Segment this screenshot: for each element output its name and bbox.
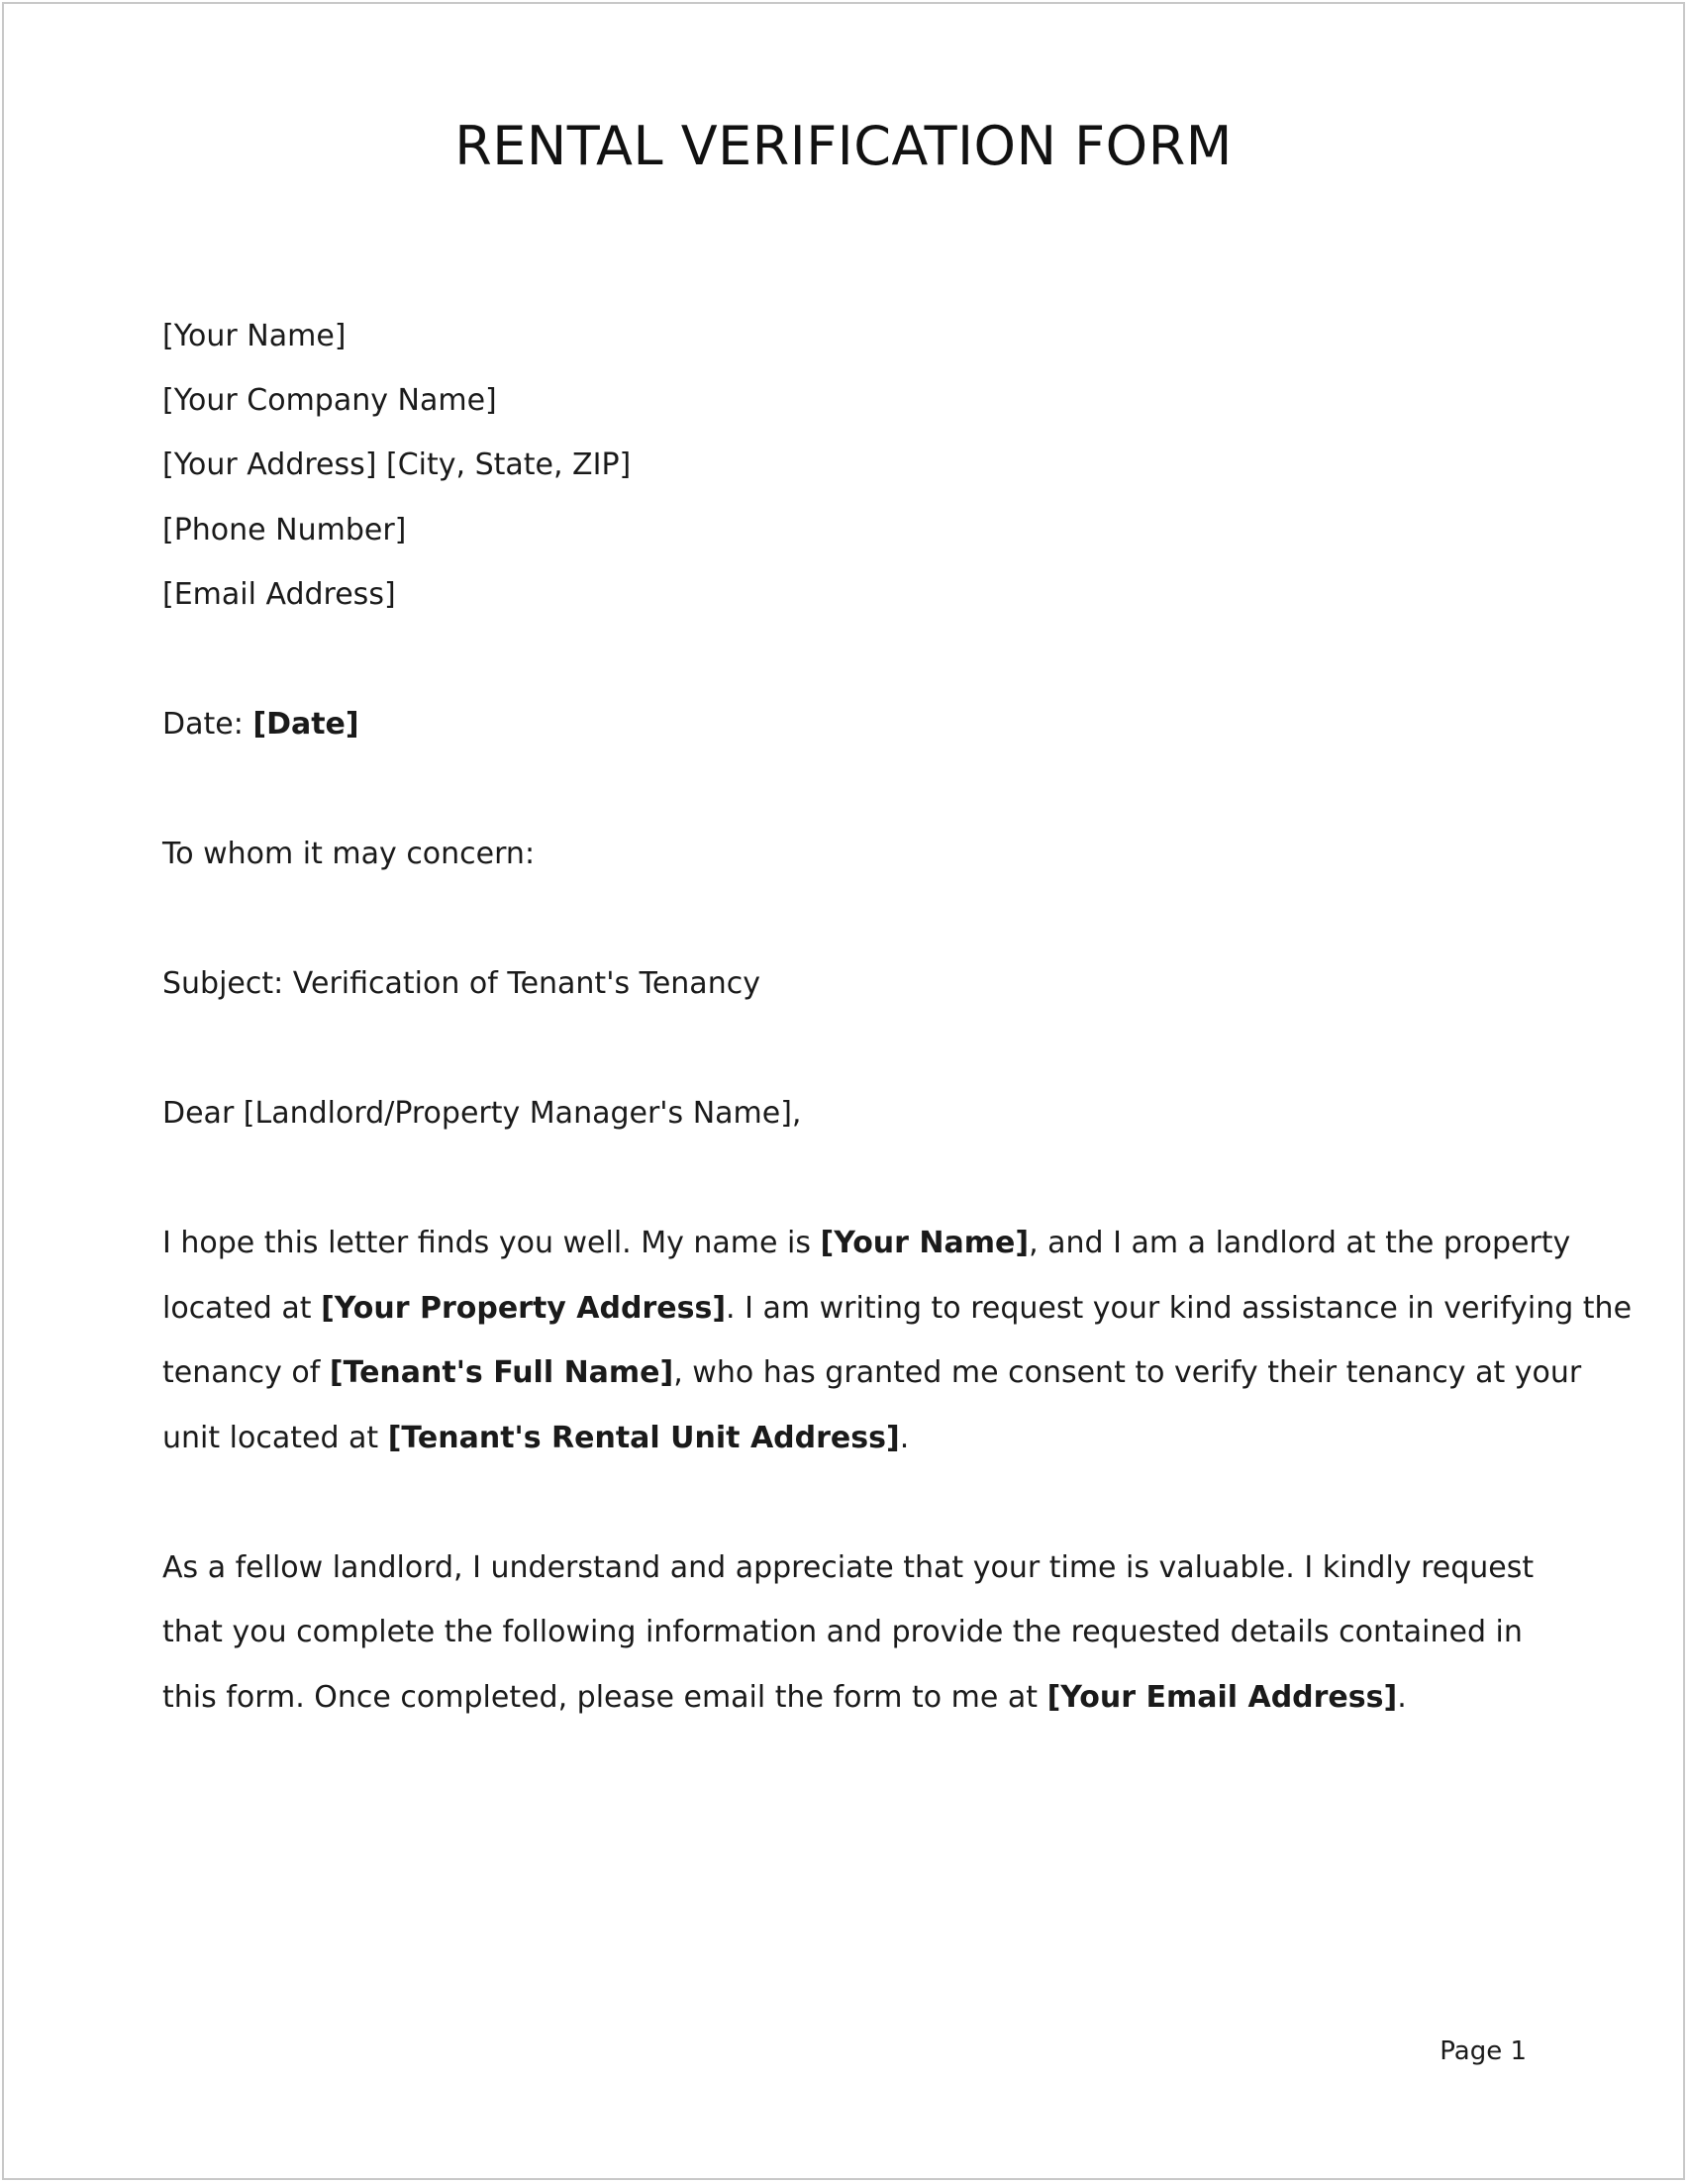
sender-company: [Your Company Name] bbox=[162, 383, 497, 418]
salutation-general: To whom it may concern: bbox=[162, 837, 536, 871]
placeholder-rental-unit-address: [Tenant's Rental Unit Address] bbox=[387, 1421, 900, 1455]
sender-email: [Email Address] bbox=[162, 577, 396, 612]
sender-name: [Your Name] bbox=[162, 319, 347, 353]
date-line bbox=[162, 705, 359, 745]
text-run: tenancy of bbox=[162, 1355, 330, 1390]
placeholder-your-name: [Your Name] bbox=[820, 1226, 1030, 1260]
paragraph-line: As a fellow landlord, I understand and appreciate that your time is valuable. I kindly request bbox=[162, 1550, 1535, 1585]
text-run: . bbox=[1397, 1680, 1407, 1715]
sender-phone: [Phone Number] bbox=[162, 513, 407, 547]
greeting-line: Dear [Landlord/Property Manager's Name], bbox=[162, 1096, 802, 1131]
text-run: , who has granted me consent to verify their tenancy at your bbox=[673, 1355, 1582, 1390]
paragraph-line bbox=[162, 1289, 1632, 1329]
text-run: unit located at bbox=[162, 1421, 388, 1455]
paragraph-line bbox=[162, 1419, 909, 1458]
text-run: this form. Once completed, please email the form to me at bbox=[162, 1680, 1047, 1715]
paragraph-line: that you complete the following information and provide the requested details contained in bbox=[162, 1615, 1523, 1649]
text-run: , and I am a landlord at the property bbox=[1029, 1226, 1571, 1260]
paragraph-line bbox=[162, 1353, 1581, 1393]
placeholder-property-address: [Your Property Address] bbox=[321, 1291, 727, 1326]
document-title: RENTAL VERIFICATION FORM bbox=[454, 115, 1233, 177]
sender-address: [Your Address] [City, State, ZIP] bbox=[162, 447, 632, 482]
placeholder-your-email: [Your Email Address] bbox=[1046, 1680, 1398, 1715]
text-run: . I am writing to request your kind assistance in verifying the bbox=[726, 1291, 1633, 1326]
page-number: Page 1 bbox=[1440, 2036, 1527, 2066]
subject-line: Subject: Verification of Tenant's Tenancy bbox=[162, 966, 760, 1001]
text-run: located at bbox=[162, 1291, 322, 1326]
date-value: [Date] bbox=[252, 707, 359, 742]
placeholder-tenant-name: [Tenant's Full Name] bbox=[329, 1355, 674, 1390]
document-page bbox=[2, 2, 1685, 2180]
paragraph-line bbox=[162, 1678, 1407, 1718]
text-run: I hope this letter finds you well. My name is bbox=[162, 1226, 821, 1260]
text-run: . bbox=[899, 1421, 910, 1455]
paragraph-line bbox=[162, 1224, 1570, 1263]
date-label: Date: bbox=[162, 707, 244, 742]
